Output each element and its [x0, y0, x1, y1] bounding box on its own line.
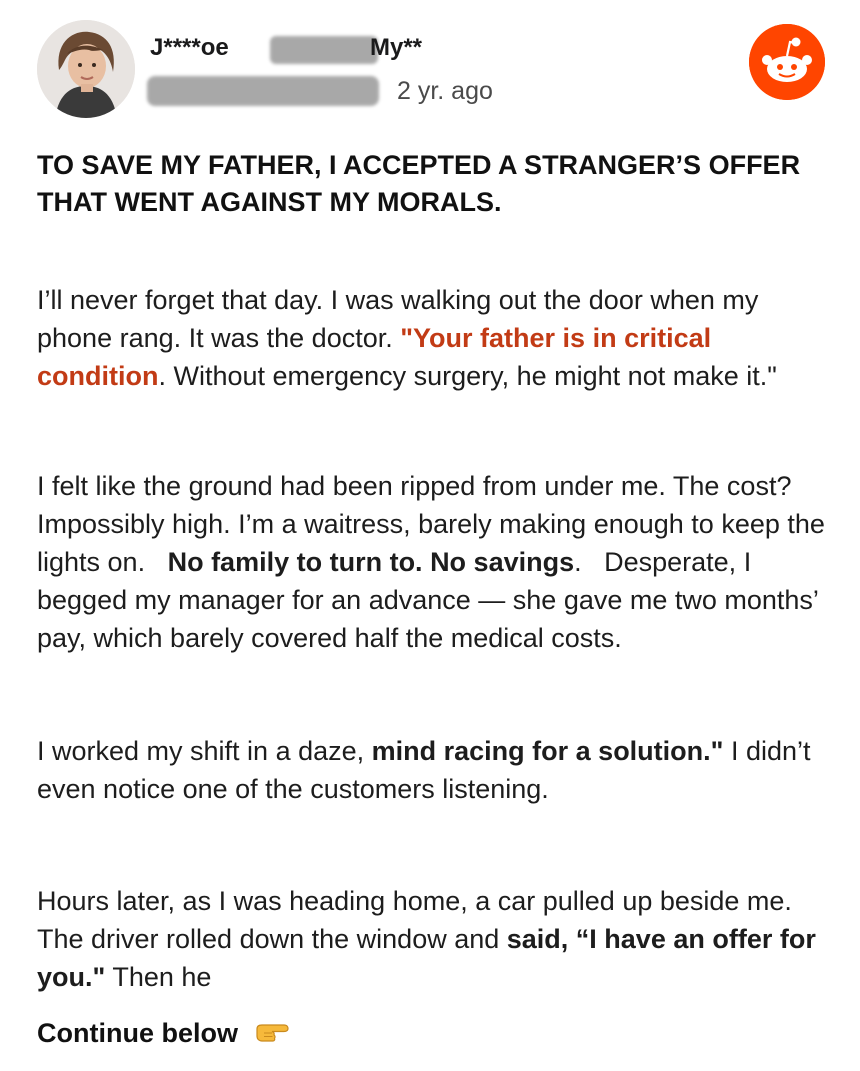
bold-text: said, “I have an offer for you."	[37, 924, 816, 992]
text-run: Hours later, as I was heading home, a car pulled up beside me. The driver rolled down the window and	[37, 886, 792, 954]
pointing-hand-icon	[254, 1019, 290, 1050]
bold-text: mind racing for a solution."	[371, 736, 724, 766]
redaction-bar	[270, 36, 378, 64]
text-run: I’ll never forget that day. I was walking out the door when my phone rang. It was the doctor.	[37, 285, 759, 353]
continue-below-link[interactable]	[37, 1018, 290, 1050]
user-avatar-photo-icon	[37, 20, 135, 118]
text-run: Then he	[105, 962, 212, 992]
post-title: TO SAVE MY FATHER, I ACCEPTED A STRANGER’S OFFER THAT WENT AGAINST MY MORALS.	[37, 150, 801, 217]
avatar[interactable]	[37, 20, 135, 118]
post-paragraph	[37, 882, 827, 996]
text-run: I didn’t even notice one of the customers listening.	[37, 736, 811, 804]
continue-label: Continue below	[37, 1018, 238, 1048]
text-run: I felt like the ground had been ripped from under me. The cost? Impossibly high. I’m a waitress, barely making enough to keep the lights on.	[37, 471, 833, 577]
username-end: My**	[370, 34, 423, 61]
text-run: . Without emergency surgery, he might not make it."	[158, 361, 777, 391]
post-paragraph	[37, 281, 827, 395]
timestamp: 2 yr. ago	[397, 77, 493, 105]
post-paragraph	[37, 467, 833, 657]
text-run: I worked my shift in a daze,	[37, 736, 372, 766]
username-start: J****oe	[150, 34, 229, 61]
reddit-logo-icon[interactable]	[749, 24, 825, 100]
bold-text: No family to turn to. No savings	[167, 547, 575, 577]
post-paragraph	[37, 732, 827, 808]
text-run: . Desperate, I begged my manager for an advance — she gave me two months’ pay, which barely covered half the medical costs.	[37, 547, 826, 653]
highlighted-quote: "Your father is in critical condition	[37, 323, 712, 391]
redaction-bar	[147, 76, 379, 106]
